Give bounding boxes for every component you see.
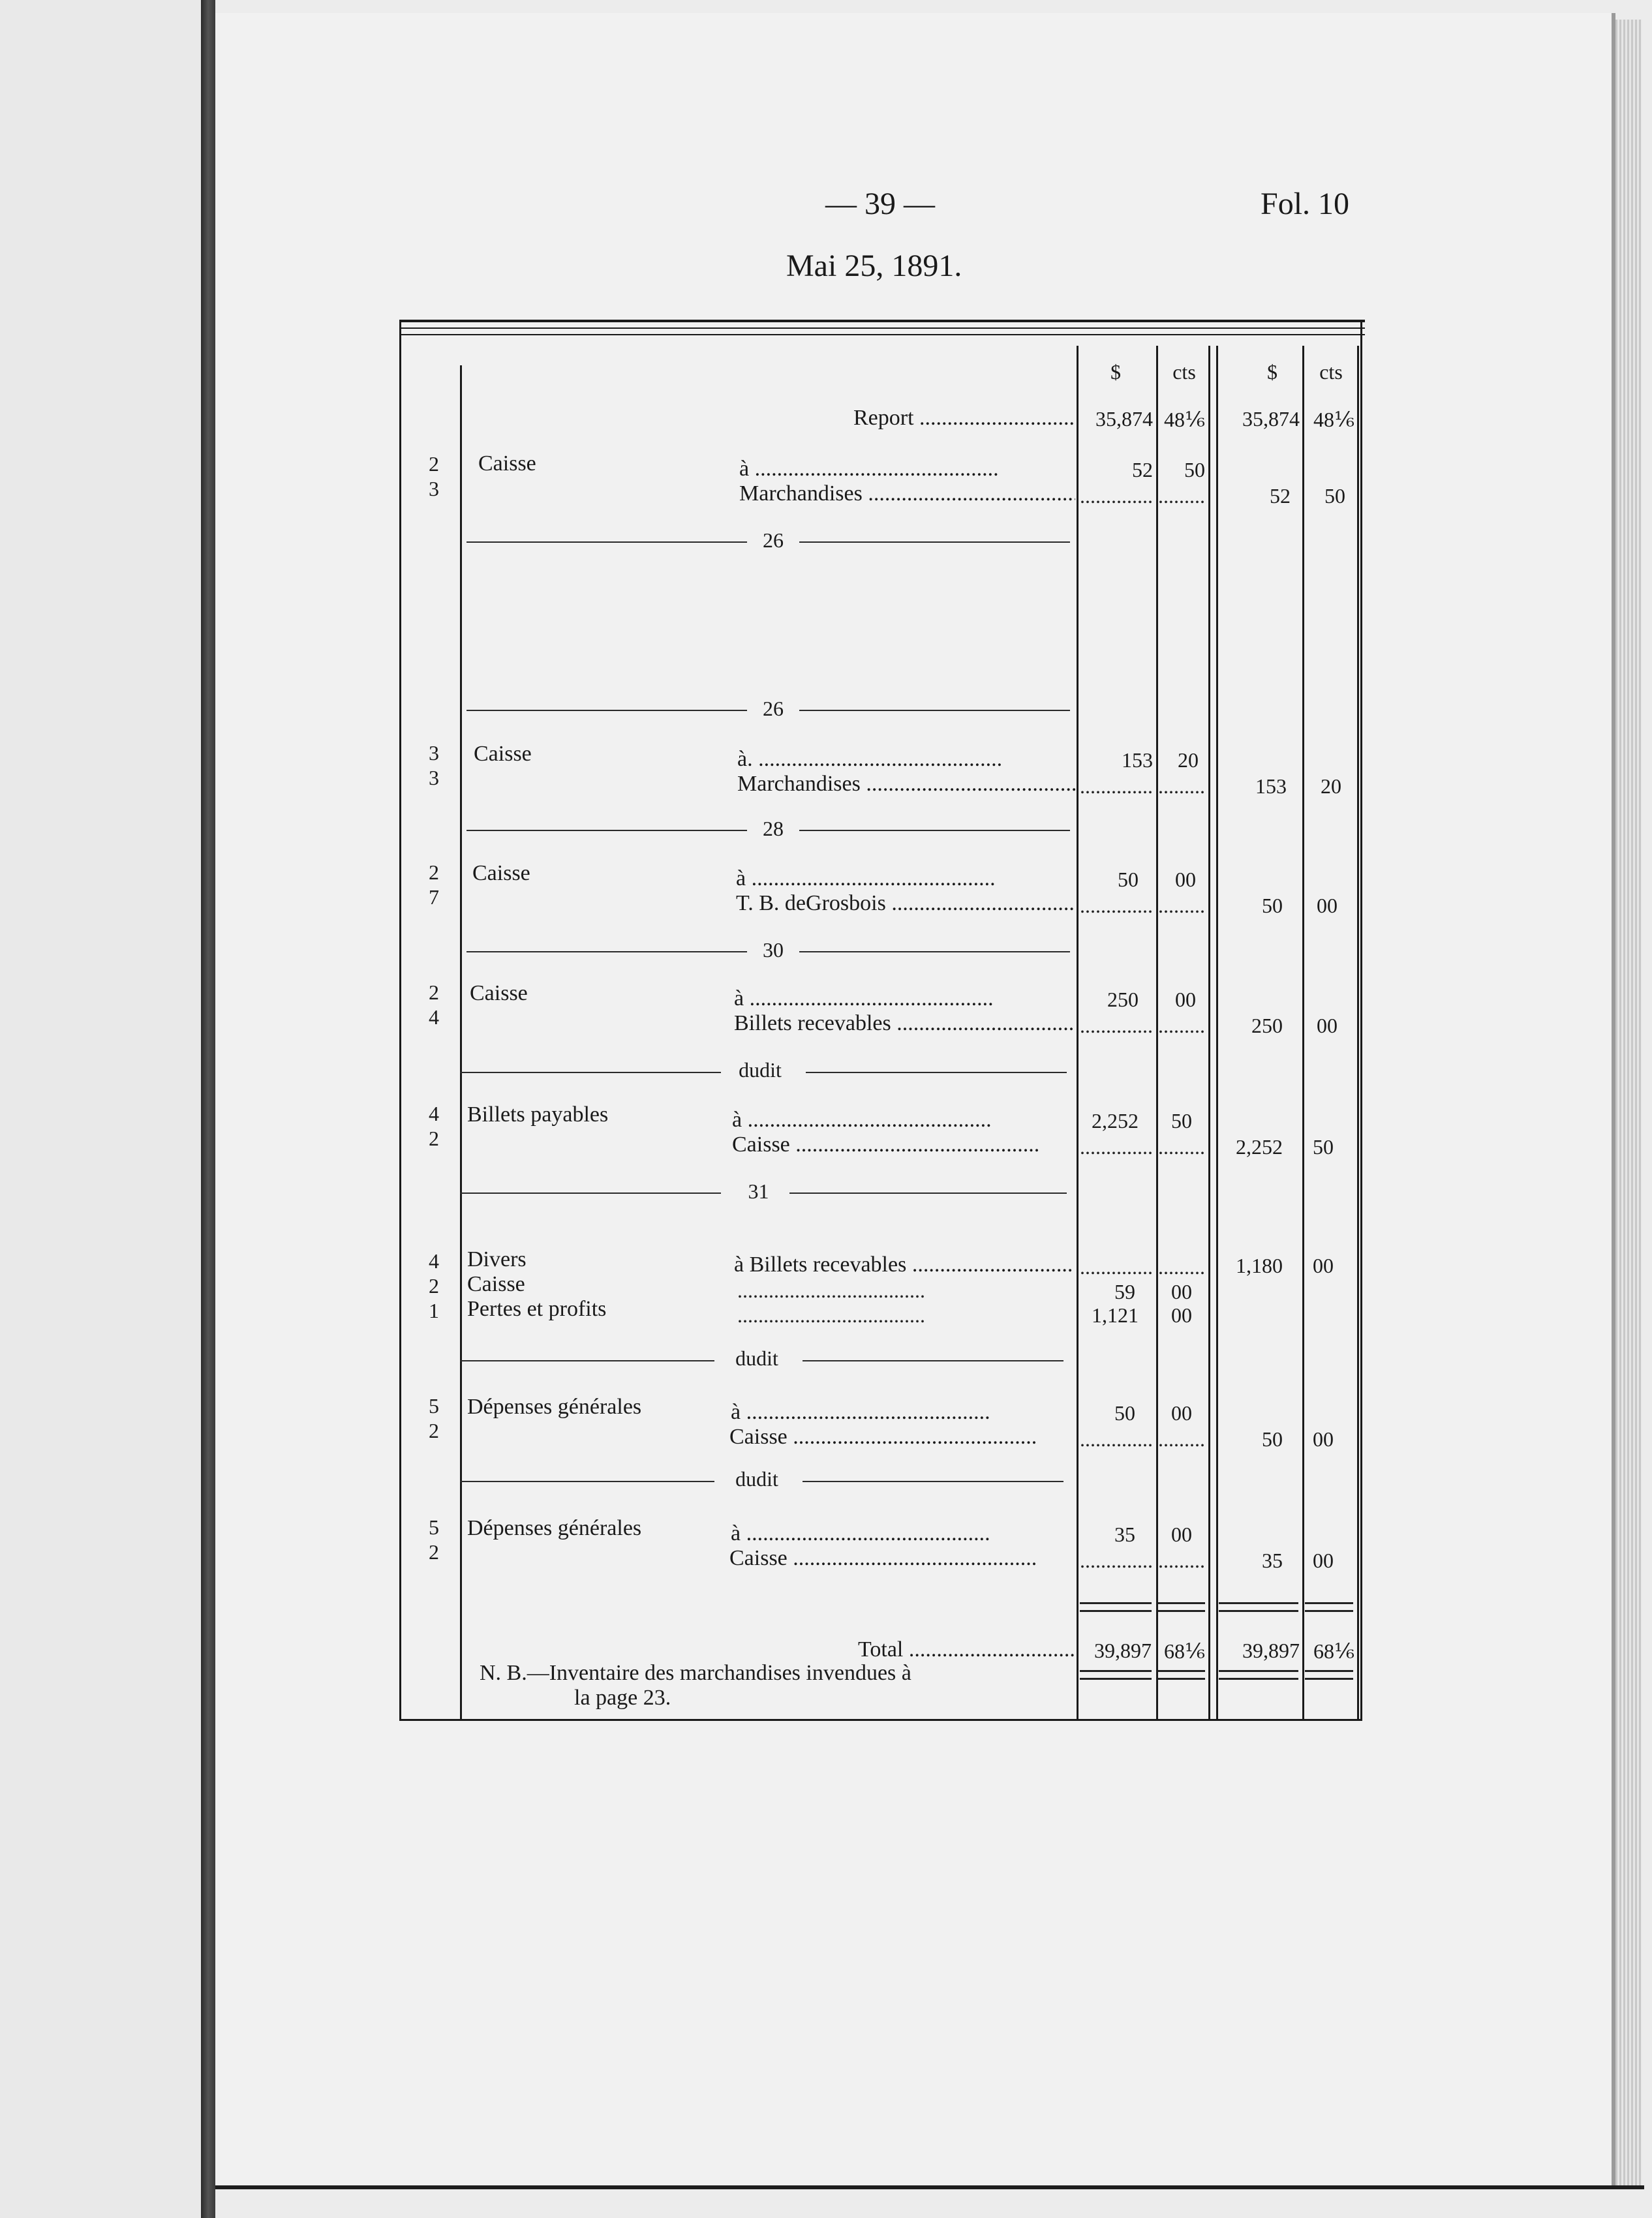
entry-debit-dollars: 50 [1114, 1401, 1135, 1425]
date-separator: 26 [763, 528, 784, 552]
entry-folio: 5 2 [429, 1394, 439, 1442]
leader-dots [1158, 774, 1205, 798]
credit-cents-line [1302, 346, 1304, 1719]
entry-credit-account: Marchandises ..... [737, 772, 1075, 797]
debit-cents-head: cts [1172, 360, 1196, 384]
entry-credit-dollars: 153 [1255, 774, 1287, 798]
entry-debit-dollars: 52 [1132, 458, 1153, 481]
credit-cents-right-line [1357, 346, 1359, 1719]
date-separator: 26 [763, 697, 784, 720]
entry-credit-account: Billets recevables ..... [734, 1011, 1075, 1036]
leader-dots [737, 1303, 1075, 1328]
entry-credit-dollars: 50 [1262, 1427, 1283, 1451]
divers-line-account: Pertes et profits [467, 1297, 607, 1321]
total-rule [1158, 1670, 1205, 1680]
total-credit-dollars: 39,897 [1242, 1639, 1300, 1662]
report-credit-cents: 48⅙ [1313, 408, 1354, 431]
note-line-1: N. B.—Inventaire des marchandises invendues à [480, 1661, 911, 1685]
total-debit-dollars: 39,897 [1094, 1639, 1152, 1662]
leader-dots [1080, 1427, 1153, 1451]
entry-credit-dollars: 52 [1270, 484, 1291, 508]
entry-debit-dollars: 250 [1107, 988, 1139, 1011]
report-debit-cents: 48⅙ [1163, 408, 1205, 431]
entry-to: à ..... [732, 1108, 1075, 1132]
divers-line-debit-cents: 00 [1171, 1280, 1192, 1303]
date-separator: dudit [739, 1058, 782, 1082]
divers-line-account: Caisse [467, 1272, 525, 1296]
divers-line-debit-dollars: 59 [1114, 1280, 1135, 1303]
credit-dollars-head: $ [1267, 360, 1277, 384]
entry-credit-cents: 00 [1313, 1427, 1334, 1451]
total-rule [1219, 1670, 1298, 1680]
entry-to: à ..... [739, 457, 1075, 481]
leader-dots [737, 1279, 1075, 1303]
leader-dots [1080, 1014, 1153, 1038]
entry-account: Billets payables [467, 1102, 609, 1127]
date-separator: dudit [735, 1467, 778, 1491]
date-rule-left [467, 951, 747, 952]
date-rule-right [803, 1481, 1063, 1482]
entry-debit-dollars: 153 [1122, 748, 1153, 772]
entry-account: Dépenses générales [467, 1395, 642, 1419]
divers-credit-dollars: 1,180 [1236, 1254, 1283, 1277]
leader-dots [1158, 1549, 1205, 1573]
date-rule-right [799, 830, 1070, 831]
entry-credit-cents: 50 [1324, 484, 1345, 508]
date-separator: 28 [763, 817, 784, 840]
entry-debit-cents: 00 [1175, 988, 1196, 1011]
leader-dots [1080, 1255, 1153, 1279]
entry-debit-dollars: 2,252 [1092, 1109, 1139, 1132]
entry-folio: 2 3 [429, 452, 439, 500]
subtotal-rule [1219, 1602, 1298, 1612]
entry-to: à ..... [734, 986, 1075, 1011]
date-rule-left [467, 710, 747, 711]
entry-account: Dépenses générales [467, 1516, 642, 1540]
folio-column-line [460, 365, 462, 1719]
book-spine [201, 0, 215, 2218]
entry-credit-cents: 00 [1317, 894, 1338, 917]
date-rule-left [460, 1193, 721, 1194]
entry-credit-cents: 00 [1317, 1014, 1338, 1037]
date-rule-right [799, 951, 1070, 952]
folio-label: Fol. 10 [1261, 187, 1350, 221]
date-rule-right [806, 1072, 1067, 1073]
entry-credit-account: Caisse ..... [732, 1132, 1075, 1157]
debit-cents-right-line [1208, 346, 1210, 1719]
divers-line-debit-cents: 00 [1171, 1303, 1192, 1327]
total-label: Total ..... [858, 1637, 1075, 1662]
page-stack-edge [1615, 20, 1642, 2185]
entry-debit-cents: 50 [1171, 1109, 1192, 1132]
entry-debit-cents: 00 [1175, 868, 1196, 891]
date-separator: 31 [748, 1179, 769, 1203]
entry-credit-account: Caisse ..... [729, 1546, 1075, 1571]
divers-account: Divers [467, 1247, 527, 1271]
date-rule-right [789, 1193, 1067, 1194]
date-separator: 30 [763, 938, 784, 962]
page-number: — 39 — [825, 187, 935, 221]
leader-dots [1158, 894, 1205, 918]
report-debit-dollars: 35,874 [1095, 407, 1153, 431]
entry-credit-cents: 50 [1313, 1135, 1334, 1159]
debit-dollars-head: $ [1110, 360, 1121, 384]
date-separator: dudit [735, 1346, 778, 1370]
subtotal-rule [1158, 1602, 1205, 1612]
facing-page-edge [0, 0, 201, 2218]
entry-credit-account: Caisse ..... [729, 1425, 1075, 1450]
entry-to: à ..... [731, 1521, 1075, 1546]
leader-dots [1080, 1549, 1153, 1573]
entry-debit-cents: 50 [1184, 458, 1205, 481]
entry-debit-cents: 20 [1178, 748, 1199, 772]
divers-folios: 4 2 1 [429, 1249, 439, 1322]
entry-credit-dollars: 250 [1251, 1014, 1283, 1037]
entry-credit-cents: 20 [1321, 774, 1341, 798]
entry-to: à ..... [736, 866, 1075, 891]
date-rule-left [467, 830, 747, 831]
entry-credit-dollars: 2,252 [1236, 1135, 1283, 1159]
entry-credit-account: Marchandises ..... [739, 481, 1075, 506]
date-rule-left [460, 1481, 714, 1482]
page-bottom-edge [215, 2185, 1644, 2189]
entry-debit-cents: 00 [1171, 1401, 1192, 1425]
entry-account: Caisse [472, 861, 530, 885]
date-rule-right [803, 1360, 1063, 1361]
subtotal-rule [1080, 1602, 1152, 1612]
date-rule-right [799, 710, 1070, 711]
leader-dots [1158, 1255, 1205, 1279]
total-rule [1080, 1670, 1152, 1680]
leader-dots [1080, 484, 1153, 508]
report-label: Report ..... [853, 406, 1075, 431]
leader-dots [1080, 1135, 1153, 1159]
entry-credit-dollars: 50 [1262, 894, 1283, 917]
entry-credit-cents: 00 [1313, 1549, 1334, 1572]
entry-account: Caisse [478, 451, 536, 476]
entry-folio: 2 7 [429, 860, 439, 909]
divers-credit-label: à Billets recevables ..... [734, 1253, 1073, 1277]
date-rule-left [467, 541, 747, 543]
credit-cents-head: cts [1319, 360, 1343, 384]
debit-dollars-line [1077, 346, 1078, 1719]
leader-dots [1080, 894, 1153, 918]
entry-folio: 3 3 [429, 741, 439, 789]
entry-folio: 5 2 [429, 1515, 439, 1564]
entry-folio: 4 2 [429, 1102, 439, 1150]
entry-to: à. ..... [737, 747, 1075, 772]
total-debit-cents: 68⅙ [1163, 1639, 1205, 1663]
divers-line-debit-dollars: 1,121 [1092, 1303, 1139, 1327]
entry-account: Caisse [474, 742, 532, 766]
entry-credit-dollars: 35 [1262, 1549, 1283, 1572]
entry-debit-dollars: 50 [1118, 868, 1139, 891]
subtotal-rule [1305, 1602, 1353, 1612]
total-credit-cents: 68⅙ [1313, 1639, 1354, 1663]
report-credit-dollars: 35,874 [1242, 407, 1300, 431]
total-rule [1305, 1670, 1353, 1680]
entry-to: à ..... [731, 1400, 1075, 1425]
entry-folio: 2 4 [429, 980, 439, 1029]
divers-credit-cents: 00 [1313, 1254, 1334, 1277]
journal-date: Mai 25, 1891. [786, 249, 962, 283]
entry-credit-account: T. B. deGrosbois ..... [736, 891, 1075, 916]
entry-account: Caisse [470, 981, 528, 1005]
date-rule-right [799, 541, 1070, 543]
date-rule-left [460, 1072, 721, 1073]
leader-dots [1158, 1135, 1205, 1159]
entry-debit-cents: 00 [1171, 1523, 1192, 1546]
entry-debit-dollars: 35 [1114, 1523, 1135, 1546]
leader-dots [1158, 484, 1205, 508]
date-rule-left [460, 1360, 714, 1361]
leader-dots [1158, 1014, 1205, 1038]
leader-dots [1158, 1427, 1205, 1451]
leader-dots [1080, 774, 1153, 798]
note-line-2: la page 23. [574, 1686, 671, 1710]
